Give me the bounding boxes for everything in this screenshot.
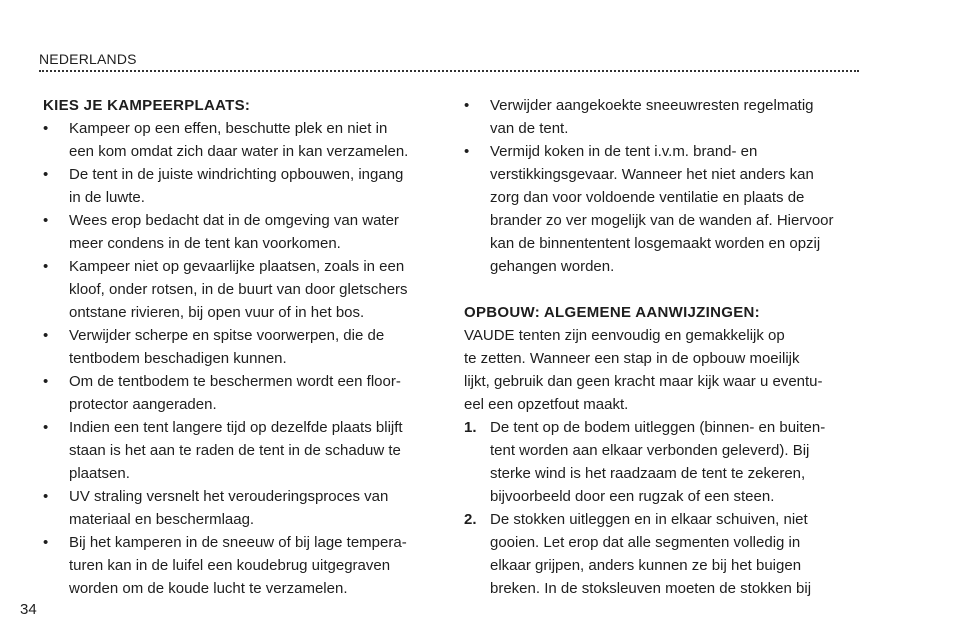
bullet-text-line: tentbodem beschadigen kunnen. [69, 350, 287, 367]
bullet-text-line: meer condens in de tent kan voorkomen. [69, 235, 341, 252]
intro-text-line: eel een opzetfout maakt. [464, 396, 629, 413]
bullet-text-line: protector aangeraden. [69, 396, 217, 413]
bullet-item [43, 370, 441, 416]
setup-intro-paragraph [464, 324, 864, 416]
step-text-line: gooien. Let erop dat alle segmenten volledig in [490, 534, 801, 551]
intro-text-line: VAUDE tenten zijn eenvoudig en gemakkelijk op [464, 327, 785, 344]
bullet-text-line: • Bij het kamperen in de sneeuw of bij lage tempera- [69, 534, 407, 551]
bullet-text-line: gehangen worden. [490, 258, 615, 275]
bullet-text-line: • UV straling versnelt het verouderingsproces van [69, 488, 389, 505]
step-text-line: elkaar grijpen, anders kunnen ze bij het buigen [490, 557, 802, 574]
section-spacer [464, 278, 864, 301]
bullet-text-line: turen kan in de luifel een koudebrug uitgegraven [69, 557, 391, 574]
bullet-text-line: plaatsen. [69, 465, 130, 482]
bullet-item [43, 416, 441, 485]
step-text-line: De stokken uitleggen en in elkaar schuiven, niet [490, 511, 808, 528]
bullet-text-line: • Om de tentbodem te beschermen wordt een floor- [69, 373, 401, 390]
step-text-line: De tent op de bodem uitleggen (binnen- en buiten- [490, 419, 826, 436]
intro-text-line: te zetten. Wanneer een stap in de opbouw moeilijk [464, 350, 800, 367]
step-number: 1. [464, 419, 477, 436]
left-column [43, 94, 441, 600]
step-text-line: breken. In de stoksleuven moeten de stokken bij [490, 580, 812, 597]
step-item [464, 416, 864, 508]
bullet-text-line: • Verwijder aangekoekte sneeuwresten regelmatig [490, 97, 814, 114]
step-text-line: bijvoorbeeld door een rugzak of een steen. [490, 488, 775, 505]
setup-heading: OPBOUW: ALGEMENE AANWIJZINGEN: [464, 304, 760, 321]
campsite-bullet-list [43, 117, 441, 600]
bullet-text-line: brander zo ver mogelijk van de wanden af. Hiervoor [490, 212, 834, 229]
bullet-text-line: van de tent. [490, 120, 569, 137]
bullet-item [43, 485, 441, 531]
bullet-item [43, 117, 441, 163]
bullet-item [43, 324, 441, 370]
bullet-item [43, 163, 441, 209]
section-language-label: NEDERLANDS [39, 51, 137, 67]
bullet-text-line: worden om de koude lucht te verzamelen. [69, 580, 348, 597]
bullet-text-line: • De tent in de juiste windrichting opbouwen, ingang [69, 166, 404, 183]
step-item [464, 508, 864, 600]
bullet-text-line: • Kampeer op een effen, beschutte plek en niet in [69, 120, 388, 137]
campsite-heading: KIES JE KAMPEERPLAATS: [43, 97, 251, 114]
step-text-line: sterke wind is het raadzaam de tent te zekeren, [490, 465, 806, 482]
bullet-text-line: in de luwte. [69, 189, 145, 206]
bullet-text-line: • Kampeer niet op gevaarlijke plaatsen, zoals in een [69, 258, 405, 275]
intro-text-line: lijkt, gebruik dan geen kracht maar kijk waar u eventu- [464, 373, 823, 390]
step-text-line: tent worden aan elkaar verbonden geleverd). Bij [490, 442, 810, 459]
bullet-item [464, 140, 864, 278]
bullet-text-line: een kom omdat zich daar water in kan verzamelen. [69, 143, 409, 160]
setup-steps-list [464, 416, 864, 600]
bullet-text-line: • Verwijder scherpe en spitse voorwerpen, die de [69, 327, 385, 344]
bullet-text-line: verstikkingsgevaar. Wanneer het niet anders kan [490, 166, 814, 183]
bullet-text-line: zorg dan voor voldoende ventilatie en plaats de [490, 189, 805, 206]
step-number: 2. [464, 511, 477, 528]
bullet-item [43, 255, 441, 324]
bullet-item [43, 209, 441, 255]
bullet-text-line: kan de binnententent losgemaakt worden en opzij [490, 235, 821, 252]
right-column [464, 94, 864, 600]
bullet-text-line: • Wees erop bedacht dat in de omgeving van water [69, 212, 399, 229]
page-number: 34 [20, 601, 37, 618]
bullet-item [43, 531, 441, 600]
snow-bullet-list [464, 94, 864, 278]
bullet-text-line: • Indien een tent langere tijd op dezelfde plaats blijft [69, 419, 403, 436]
dotted-divider [39, 70, 859, 72]
bullet-text-line: staan is het aan te raden de tent in de schaduw te [69, 442, 401, 459]
bullet-text-line: materiaal en beschermlaag. [69, 511, 255, 528]
bullet-text-line: kloof, onder rotsen, in de buurt van door gletschers [69, 281, 408, 298]
bullet-item [464, 94, 864, 140]
bullet-text-line: ontstane rivieren, bij open vuur of in het bos. [69, 304, 365, 321]
bullet-text-line: • Vermijd koken in de tent i.v.m. brand- en [490, 143, 758, 160]
